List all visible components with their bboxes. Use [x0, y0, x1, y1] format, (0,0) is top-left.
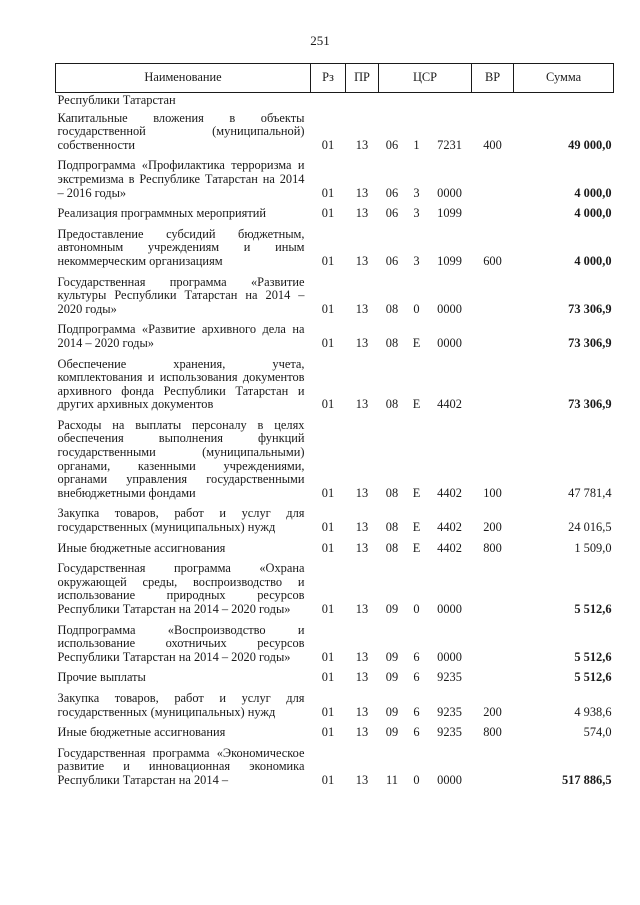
- row-csr-direction: 0000: [437, 602, 462, 616]
- row-pr: 13: [355, 670, 369, 685]
- row-name: Иные бюджетные ассигнования: [57, 540, 226, 555]
- row-name: Подпрограмма «Воспроизводство и использование охотничьих ресурсов Республики Татарстан на 2014 – 2020 годы»: [57, 622, 305, 664]
- row-csr-program: [379, 93, 406, 110]
- row-name: Государственная программа «Охрана окружающей среды, воспроизводство и использование природных ресурсов Республики Татарстан на 2014 – 2020 годы»: [57, 561, 305, 616]
- table-row: [56, 724, 614, 745]
- row-vr: [472, 622, 514, 670]
- row-name: Прочие выплаты: [57, 670, 146, 685]
- row-csr-program: 11: [386, 772, 398, 787]
- row-csr-program: 08: [385, 520, 399, 535]
- row-csr-direction: 7231: [437, 137, 462, 152]
- row-vr: [472, 321, 514, 355]
- row-rz: 01: [321, 520, 335, 535]
- row-pr: 13: [355, 485, 369, 500]
- table-row: [56, 560, 614, 621]
- row-sum: 5 512,6: [574, 670, 612, 685]
- row-csr-program: 06: [385, 206, 399, 221]
- row-csr-program: 06: [385, 137, 399, 152]
- table-row: [56, 417, 614, 506]
- row-rz: 01: [321, 185, 335, 200]
- row-rz: 01: [321, 602, 335, 616]
- row-sum: 4 938,6: [574, 704, 612, 719]
- row-name: Закупка товаров, работ и услуг для государственных (муниципальных) нужд: [57, 506, 305, 535]
- row-csr-subprogram: Е: [412, 485, 421, 500]
- row-vr: [472, 205, 514, 226]
- row-sum: 73 306,9: [568, 301, 612, 316]
- row-vr: 200: [483, 704, 502, 719]
- header-name: Наименование: [56, 64, 311, 93]
- row-vr: [472, 669, 514, 690]
- row-sum: 574,0: [583, 725, 612, 740]
- row-csr-program: 09: [385, 602, 399, 616]
- row-rz: 01: [321, 397, 335, 412]
- row-pr: 13: [355, 137, 369, 152]
- table-row: [56, 356, 614, 417]
- row-sum: 4 000,0: [574, 206, 612, 221]
- row-name: Предоставление субсидий бюджетным, автономным учреждениям и иным некоммерческим организациям: [57, 226, 305, 268]
- row-csr-direction: 4402: [437, 485, 462, 500]
- row-csr-direction: 0000: [437, 185, 462, 200]
- row-csr-subprogram: 0: [413, 602, 420, 616]
- row-sum: 517 886,5: [561, 772, 612, 787]
- row-vr: [472, 560, 514, 621]
- row-name: Закупка товаров, работ и услуг для государственных (муниципальных) нужд: [57, 690, 305, 719]
- row-csr-program: 09: [385, 704, 399, 719]
- row-csr-subprogram: 0: [413, 301, 420, 316]
- row-csr-direction: 9235: [437, 670, 462, 685]
- row-csr-subprogram: 0: [413, 772, 420, 787]
- row-pr: 13: [355, 725, 369, 740]
- row-rz: [311, 93, 346, 110]
- table-row: [56, 540, 614, 561]
- table-row: [56, 110, 614, 158]
- row-name: Обеспечение хранения, учета, комплектования и использования документов архивного фонда Республики Татарстан и других архивных документов: [57, 356, 305, 412]
- row-sum: 24 016,5: [568, 520, 612, 535]
- row-csr-program: 08: [385, 485, 399, 500]
- table-row: [56, 274, 614, 322]
- row-vr: [472, 157, 514, 205]
- row-rz: 01: [321, 253, 335, 268]
- page-number: 251: [310, 33, 330, 48]
- row-sum: 73 306,9: [568, 335, 612, 350]
- row-vr: [472, 93, 514, 110]
- row-sum: 49 000,0: [568, 137, 612, 152]
- row-pr: 13: [355, 206, 369, 221]
- row-vr: 100: [483, 485, 502, 500]
- table-row: [56, 505, 614, 539]
- table-header-row: [56, 64, 614, 93]
- row-csr-direction: 1099: [437, 253, 462, 268]
- row-pr: 13: [355, 253, 369, 268]
- row-rz: 01: [321, 649, 335, 664]
- table-row: [56, 690, 614, 724]
- row-csr-subprogram: Е: [412, 540, 421, 555]
- row-csr-direction: 0000: [437, 649, 462, 664]
- row-vr: [472, 274, 514, 322]
- header-csr: ЦСР: [379, 64, 472, 93]
- header-vr: ВР: [472, 64, 514, 93]
- row-sum: 47 781,4: [568, 485, 612, 500]
- row-csr-subprogram: 6: [413, 704, 420, 719]
- table-row: [56, 205, 614, 226]
- row-csr-program: 09: [385, 725, 399, 740]
- row-sum: 5 512,6: [574, 602, 612, 616]
- row-csr-direction: 9235: [437, 704, 462, 719]
- row-pr: 13: [355, 520, 369, 535]
- row-csr-program: 09: [385, 649, 399, 664]
- row-rz: 01: [321, 540, 335, 555]
- row-csr-subprogram: Е: [412, 520, 421, 535]
- row-csr-direction: 9235: [437, 725, 462, 740]
- table-row: [56, 669, 614, 690]
- row-rz: 01: [321, 301, 335, 316]
- row-sum: 5 512,6: [574, 649, 612, 664]
- row-pr: 13: [355, 649, 369, 664]
- row-name: Государственная программа «Развитие культуры Республики Татарстан на 2014 – 2020 годы»: [57, 274, 305, 316]
- row-csr-direction: 4402: [437, 540, 462, 555]
- row-csr-program: 08: [385, 540, 399, 555]
- row-name: Реализация программных мероприятий: [57, 206, 267, 221]
- row-csr-subprogram: 1: [413, 137, 420, 152]
- row-csr-program: 08: [385, 335, 399, 350]
- row-pr: 13: [355, 602, 369, 616]
- row-pr: 13: [355, 185, 369, 200]
- row-rz: 01: [321, 725, 335, 740]
- row-vr: 400: [483, 137, 502, 152]
- row-sum: 4 000,0: [574, 185, 612, 200]
- row-csr-program: 06: [385, 253, 399, 268]
- row-name: Государственная программа «Экономическое развитие и инновационная экономика Республики Татарстан на 2014 –: [57, 745, 305, 787]
- row-name: Республики Татарстан: [57, 93, 176, 107]
- row-name: Иные бюджетные ассигнования: [57, 725, 226, 740]
- row-csr-direction: [428, 93, 472, 110]
- row-csr-direction: 4402: [437, 397, 462, 412]
- header-sum: Сумма: [514, 64, 614, 93]
- row-csr-subprogram: 6: [413, 649, 420, 664]
- row-csr-subprogram: 3: [413, 206, 420, 221]
- row-csr-program: 09: [385, 670, 399, 685]
- row-name: Капитальные вложения в объекты государственной (муниципальной) собственности: [57, 110, 305, 152]
- row-rz: 01: [321, 670, 335, 685]
- row-pr: 13: [355, 301, 369, 316]
- row-csr-subprogram: 3: [413, 253, 420, 268]
- row-csr-subprogram: Е: [412, 335, 421, 350]
- table-row: [56, 157, 614, 205]
- header-pr: ПР: [346, 64, 379, 93]
- row-pr: 13: [355, 335, 369, 350]
- table-row: [56, 226, 614, 274]
- row-csr-direction: 0000: [437, 335, 462, 350]
- row-name: Расходы на выплаты персоналу в целях обеспечения выполнения функций государственными (муниципальными) органами, казенными учреждениями, органами управления государственными внебюджетными фондами: [57, 417, 305, 500]
- row-csr-subprogram: Е: [412, 397, 421, 412]
- row-vr: [472, 356, 514, 417]
- row-pr: 13: [355, 540, 369, 555]
- header-rz: Рз: [311, 64, 346, 93]
- table-row: [56, 93, 614, 110]
- row-csr-direction: 0000: [437, 301, 462, 316]
- row-csr-subprogram: [406, 93, 428, 110]
- table-row: [56, 321, 614, 355]
- row-csr-program: 08: [385, 301, 399, 316]
- row-rz: 01: [321, 772, 335, 787]
- row-sum: 4 000,0: [574, 253, 612, 268]
- row-vr: 800: [483, 725, 502, 740]
- row-pr: 13: [355, 397, 369, 412]
- row-name: Подпрограмма «Развитие архивного дела на 2014 – 2020 годы»: [57, 322, 305, 350]
- budget-table: [55, 63, 614, 793]
- row-pr: 13: [355, 704, 369, 719]
- row-csr-subprogram: 3: [413, 185, 420, 200]
- row-rz: 01: [321, 704, 335, 719]
- table-row: [56, 745, 614, 793]
- row-csr-program: 06: [385, 185, 399, 200]
- row-csr-direction: 4402: [437, 520, 462, 535]
- row-sum: 1 509,0: [574, 540, 612, 555]
- row-csr-direction: 1099: [437, 206, 462, 221]
- row-name: Подпрограмма «Профилактика терроризма и экстремизма в Республике Татарстан на 2014 – 2016 годы»: [57, 158, 305, 200]
- row-csr-program: 08: [385, 397, 399, 412]
- row-vr: 600: [483, 253, 502, 268]
- row-rz: 01: [321, 485, 335, 500]
- row-sum: 73 306,9: [568, 397, 612, 412]
- row-vr: 200: [483, 520, 502, 535]
- row-pr: 13: [355, 772, 369, 787]
- row-rz: 01: [321, 335, 335, 350]
- row-csr-direction: 0000: [437, 772, 462, 787]
- row-csr-subprogram: 6: [413, 725, 420, 740]
- table-row: [56, 622, 614, 670]
- row-rz: 01: [321, 206, 335, 221]
- row-pr: [346, 93, 379, 110]
- row-vr: 800: [483, 540, 502, 555]
- row-rz: 01: [321, 137, 335, 152]
- row-sum: [514, 93, 614, 110]
- row-vr: [472, 745, 514, 793]
- row-csr-subprogram: 6: [413, 670, 420, 685]
